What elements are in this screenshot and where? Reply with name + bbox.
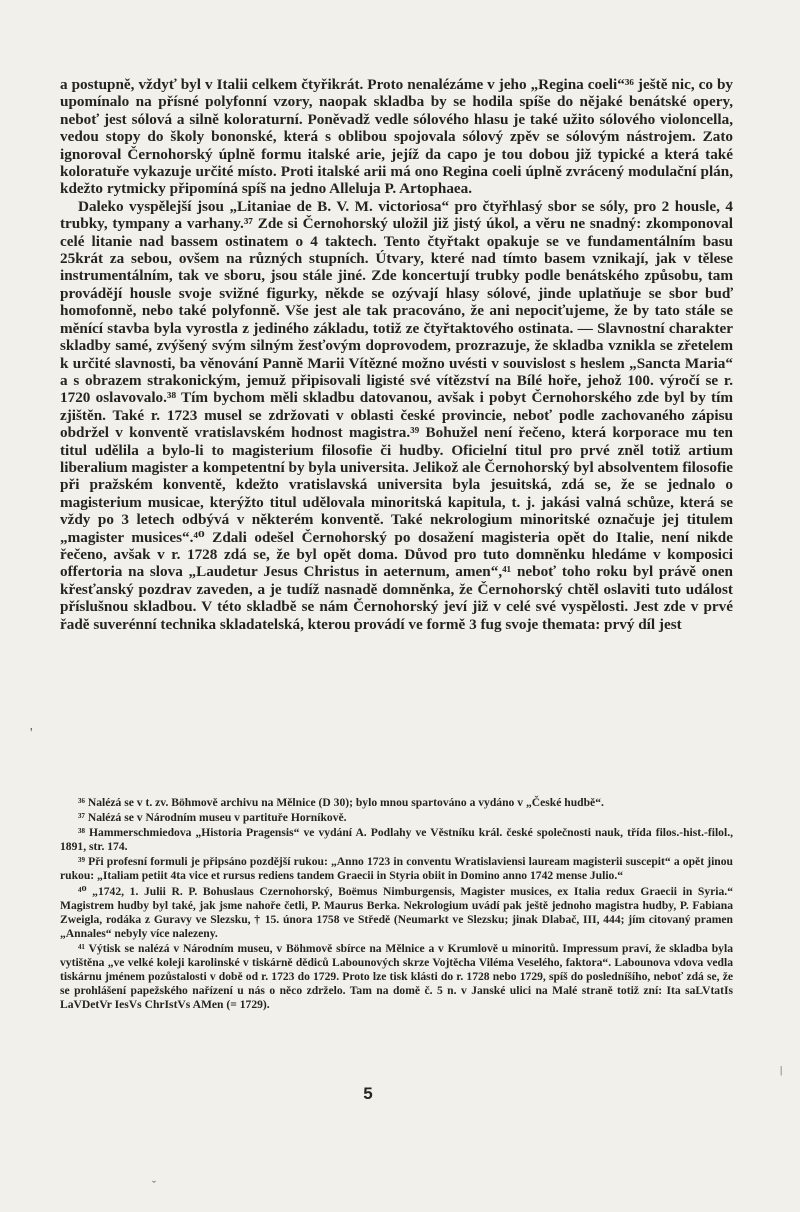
footnote-40: ⁴⁰ „1742, 1. Julii R. P. Bohuslaus Czernohorský, Boëmus Nimburgensis, Magister musices, ex Italia redux Graecii in Syria.“ Magistrem hudby byl také, jak jsme nahoře četli, P. Maurus Berka. Nekrologium uvádí pak ještě jednoho magistra hudby, P. Fabiana Zweigla, rodáka z Guravy ve Slezsku, † 15. února 1758 ve Středě (Neumarkt ve Slezsku; jinak Dlabač, III, 444; jím citovaný pramen „Annales“ nebyly více nalezeny. xyxy=(60,884,733,940)
page-number: 5 xyxy=(363,1084,373,1103)
paragraph-1: a postupně, vždyť byl v Italii celkem čtyřikrát. Proto nenalézáme v jeho „Regina coeli“³⁶ ještě nic, co by upomínalo na přísné polyfonní vzory, naopak skladba by se hodila spíše do nějaké benátské opery, neboť jest sólová a silně koloraturní. Poněvadž vedle sólového hlasu je také užito sólového violoncella, vedou stopy do školy bononské, která s oblibou spojovala sólový zpěv se sólovým nástrojem. Zato ignoroval Černohorský úplně formu italské arie, jejíž da capo je tou dobou již typické a která také koloratuře vykazuje určité místo. Proti italské arii má ono Regina coeli úplně zvrácený modulační plán, kdežto rytmicky připomíná spíš na jedno Alleluja P. Artophaea. xyxy=(60,76,733,198)
footnote-38: ³⁸ Hammerschmiedova „Historia Pragensis“ ve vydání A. Podlahy ve Věstníku král. české společnosti nauk, třída filos.-hist.-filol., 1891, str. 174. xyxy=(60,826,733,854)
paper-speck: ˇ xyxy=(152,1178,156,1192)
main-text xyxy=(60,76,733,633)
footnote-36: ³⁶ Nalézá se v t. zv. Böhmově archivu na Mělnice (D 30); bylo mnou spartováno a vydáno v „České hudbě“. xyxy=(78,796,604,809)
margin-mark: ' xyxy=(30,726,33,741)
footnote-39: ³⁹ Při profesní formuli je připsáno pozdější rukou: „Anno 1723 in conventu Wratislaviensi lauream magisterii suscepit“ a opět jinou rukou: „Italiam petiit 4ta vice et rursus rediens tandem Graecii in Styria obiit in Domino anno 1742 mense Julio.“ xyxy=(60,855,733,883)
margin-tick: | xyxy=(780,1064,783,1076)
footnote-41: ⁴¹ Výtisk se nalézá v Národním museu, v Böhmově sbírce na Mělnice a v Krumlově u minoritů. Impressum praví, že skladba byla vytištěna „ve velké koleji karolinské v tiskárně dědiců Labounových skrze Vojtěcha Viléma Veselého, faktora“. Labounova vdova vedla tiskárnu jménem pozůstalosti v době od r. 1723 do 1729. Proto lze tisk klásti do r. 1728 nebo 1729, spíš do posledníšího, neboť zdá se, že se prohlášení papežského nařízení u nás o něco zdrželo. Tam na domě č. 5 n. v Janské ulici na Malé straně totiž zní: Ita saLVtatIs LaVDetVr IesVs ChrIstVs AMen (= 1729). xyxy=(60,941,733,1012)
paragraph-2: Daleko vyspělejší jsou „Litaniae de B. V. M. victoriosa“ pro čtyřhlasý sbor se sóly, pro 2 housle, 4 trubky, tympany a varhany.³⁷ Zde si Černohorský uložil již jistý úkol, a věru ne snadný: zkomponoval celé litanie nad bassem ostinatem o 4 taktech. Tento čtyřtakt opakuje se ve fundamentálním basu 25krát za sebou, ovšem na různých stupních. Útvary, které nad tímto basem vznikají, jak v tělese instrumentálním, tak ve sboru, jsou stále jiné. Zde koncertují trubky podle benátského způsobu, tam provádějí housle svoje svižné figurky, někde se ozývají hlasy sólové, jinde uplatňuje se sbor buď homofonně, nebo také polyfonně. Vše jest ale tak pracováno, že ani nepociťujeme, že by tato stále se měnící stavba byla vyrostla z jediného základu, totiž ze čtyřtaktového ostinata. — Slavnostní charakter skladby samé, zvýšený svým silným žesťovým doprovodem, prozrazuje, že skladba vznikla se zřetelem k určité slavnosti, ba věnování Panně Marii Vítězné možno uvésti v souvislost s heslem „Sancta Maria“ a s obrazem strakonickým, jemuž připisovali ligisté své vítězství na Bílé hoře, jehož 100. výročí se r. 1720 oslavovalo.³⁸ Tím bychom měli skladbu datovanou, avšak i pobyt Černohorského zde byl by tím zjištěn. Také r. 1723 musel se zdržovati v oblasti české provincie, neboť podle zachovaného zápisu obdržel v konventě vratislavském hodnost magistra.³⁹ Bohužel není řečeno, která korporace mu ten titul udělila a bylo-li to magisterium filosofie či hudby. Oficielní titul pro prvé zněl totiž artium liberalium magister a kompetentní by byla universita. Jelikož ale Černohorský byl absolventem filosofie při pražském konventě, kdežto vratislavská universita byla jesuitská, zdá se, že se jednalo o magisterium musicae, kterýžto titul udělovala minoritská kapitula, t. j. jakási valná schůze, která se vždy po 3 letech odbývá v některém konventě. Také nekrologium minoritské označuje jej titulem „magister musices“.⁴⁰ Zdali odešel Černohorský po dosažení magisteria opět do Italie, není nikde řečeno, avšak v r. 1728 zdá se, že byl opět doma. Důvod pro tuto domněnku hledáme v komposici offertoria na slova „Laudetur Jesus Christus in aeternum, amen“,⁴¹ neboť toho roku byl právě onen křesťanský pozdrav zaveden, a je tudíž nasnadě domněnka, že Černohorský chtěl oslaviti tuto událost příslušnou skladbou. V této skladbě se nám Černohorský jeví již v celé své vyspělosti. Jest zde v prvé řadě suverénní technika skladatelská, kterou provádí ve formě 3 fug svoje themata: prvý díl jest xyxy=(60,197,733,633)
footnotes xyxy=(60,796,733,1013)
footnote-37: ³⁷ Nalézá se v Národním museu v partituře Horníkově. xyxy=(78,811,347,825)
